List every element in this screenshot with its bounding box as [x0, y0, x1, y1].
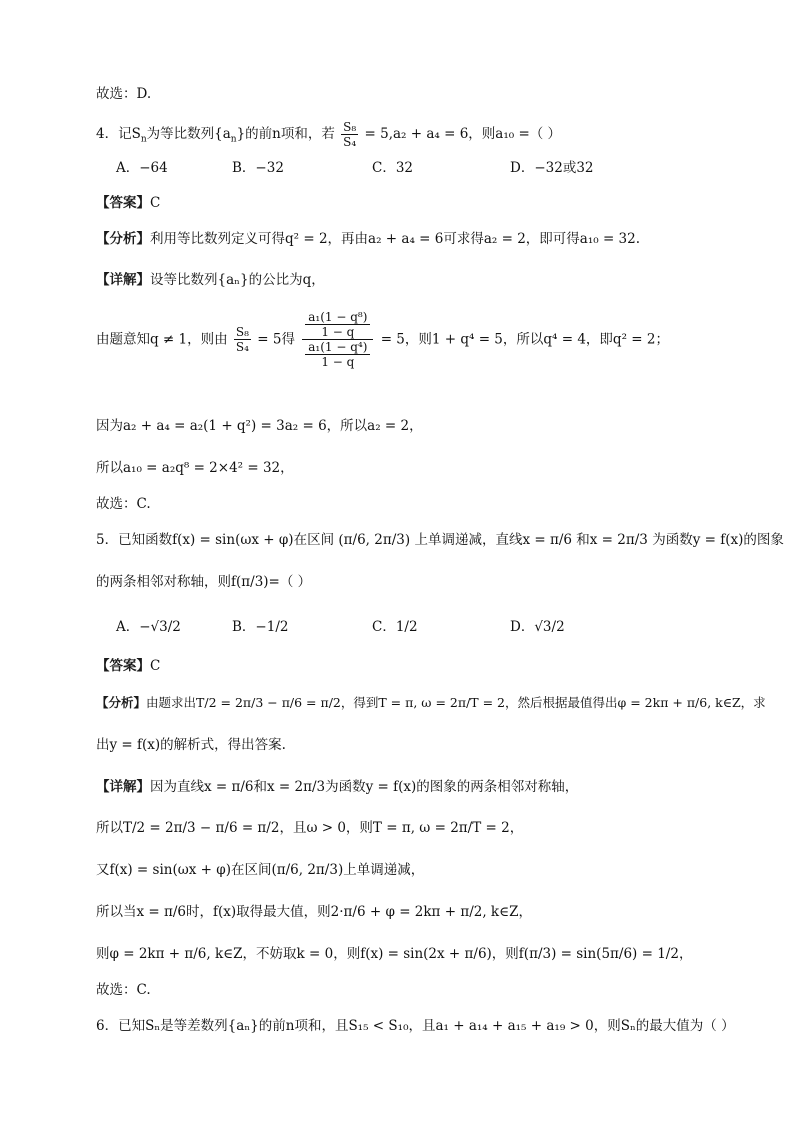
- q5-stem-line-2: 的两条相邻对称轴，则f(π/3)=（ ）: [96, 574, 312, 590]
- q5-option-b: B．−1/2: [232, 619, 289, 635]
- q5-answer-value: C: [150, 658, 161, 674]
- q4-d2-fraction: [234, 325, 251, 354]
- q5-detail-line-5: 则φ = 2kπ + π/6, k∈Z，不妨取k = 0，则f(x) = sin(2x + π/6)，则f(π/3) = sin(5π/6) = 1/2，: [96, 946, 693, 962]
- q5-line2-b: =（ ）: [268, 574, 312, 590]
- q4-top-fraction: [305, 310, 370, 339]
- q5-interval-end: 2π/3: [374, 532, 405, 548]
- q4-d2-b: = 5得: [257, 331, 295, 348]
- q5-interval-start: π/6: [343, 532, 366, 548]
- prev-answer-line: 故选：D.: [96, 86, 152, 102]
- q6-stem: 6．已知Sₙ是等差数列{aₙ}的前n项和，且S₁₅ < S₁₀，且a₁ + a₁₄ + a₁₅ + a₁₉ > 0，则Sₙ的最大值为（ ）: [96, 1018, 735, 1034]
- q4-frac-den: S₄: [343, 135, 357, 149]
- q4-detail: [96, 270, 325, 290]
- q5-analysis: [96, 693, 766, 713]
- q5-stem-b: 上单调递减，直线x =: [414, 532, 546, 548]
- q4-detail-line-2: [96, 310, 669, 369]
- q5-analysis-text-a: 由题求出T/2 = 2π/3 − π/6 = π/2，得到T = π, ω = 2π/T = 2，然后根据最值得出φ = 2kπ + π/6, k∈Z，求: [146, 695, 766, 710]
- q4-stem-b: 为等比数列{a: [146, 126, 231, 142]
- q4-d2-frac-num: S₈: [235, 325, 249, 339]
- q4-fraction: [341, 120, 358, 149]
- q4-answer-value: C: [150, 195, 161, 211]
- q4-analysis: [96, 229, 640, 249]
- q5-detail-line-6: 故选：C.: [96, 982, 151, 998]
- q5-axis-1: π/6: [549, 532, 572, 548]
- q4-option-b: B．−32: [232, 160, 284, 176]
- q4-analysis-tag: 【分析】: [96, 231, 150, 247]
- q4-detail-text: 设等比数列{aₙ}的公比为q，: [150, 272, 325, 288]
- q4-detail-tag: 【详解】: [96, 272, 150, 288]
- q5-detail: [96, 777, 578, 797]
- q5-stem-d: 为函数y = f(x)的图象: [652, 532, 784, 548]
- q5-detail-line-3: 又f(x) = sin(ωx + φ)在区间(π/6, 2π/3)上单调递减，: [96, 862, 425, 878]
- q5-stem-a: 5．已知函数f(x) = sin(ωx + φ)在区间: [96, 532, 335, 548]
- q4-answer-tag: 【答案】: [96, 195, 150, 211]
- q4-compound-fraction: [302, 310, 373, 369]
- q4-answer: [96, 193, 160, 213]
- q5-option-a: A．−√3/2: [116, 619, 181, 635]
- q4-d2-frac-den: S₄: [235, 340, 249, 354]
- q5-detail-line-2: 所以T/2 = 2π/3 − π/6 = π/2，且ω > 0，则T = π, ω = 2π/T = 2，: [96, 820, 524, 836]
- q4-d2-a: 由题意知q ≠ 1，则由: [96, 331, 228, 348]
- q4-stem-d: = 5,a₂ + a₄ = 6，则a₁₀ =（ ）: [364, 126, 562, 142]
- q5-analysis-line-2: 出y = f(x)的解析式，得出答案.: [96, 737, 286, 753]
- q4-top-frac-den: 1 − q: [321, 325, 355, 339]
- q4-top-frac-num: a₁(1 − q⁸): [305, 310, 370, 325]
- q4-detail-line-4: 所以a₁₀ = a₂q⁸ = 2×4² = 32，: [96, 460, 294, 476]
- q5-detail-line-4: 所以当x = π/6时，f(x)取得最大值，则2·π/6 + φ = 2kπ + π/2, k∈Z，: [96, 904, 532, 920]
- q4-option-d: D．−32或32: [510, 160, 594, 176]
- q5-detail-tag: 【详解】: [96, 779, 150, 795]
- q4-stem: 4．记$S_n$为等比数列$\{a_n\}$的前n项和，若 $\frac{\text{S₈}}{\text{S₄}}$ = 5,a₂ + a₄ = 6，则a₁₀ =（ ）: [96, 120, 562, 149]
- q4-analysis-text: 利用等比数列定义可得q² = 2，再由a₂ + a₄ = 6可求得a₂ = 2，即可得a₁₀ = 32.: [150, 231, 641, 247]
- q5-option-c: C．1/2: [372, 619, 418, 635]
- q5-answer-tag: 【答案】: [96, 658, 150, 674]
- q5-axis-2: 2π/3: [617, 532, 648, 548]
- q5-detail-text: 因为直线x = π/6和x = 2π/3为函数y = f(x)的图象的两条相邻对称轴，: [150, 779, 579, 795]
- q4-bottom-frac-den: 1 − q: [321, 355, 355, 369]
- q4-option-a: A．−64: [116, 160, 168, 176]
- q5-line2-a: 的两条相邻对称轴，则f: [96, 574, 236, 590]
- q4-d2-c: = 5，则1 + q⁴ = 5，所以q⁴ = 4，即q² = 2；: [380, 331, 669, 348]
- q4-stem-a: 4．记S: [96, 126, 141, 142]
- q5-stem: 5．已知函数f(x) = sin(ωx + φ)在区间 (π/6, 2π/3) 上单调递减，直线x = π/6 和x = 2π/3 为函数y = f(x)的图象: [96, 532, 784, 549]
- q4-stem-c: }的前n项和，若: [236, 126, 335, 142]
- q4-detail-line-5: 故选：C.: [96, 496, 151, 512]
- q4-detail-line-3: 因为a₂ + a₄ = a₂(1 + q²) = 3a₂ = 6，所以a₂ = 2，: [96, 418, 423, 434]
- q4-frac-num: S₈: [343, 120, 357, 134]
- q4-option-c: C．32: [372, 160, 414, 176]
- q5-answer: [96, 656, 160, 676]
- q5-stem-c: 和x =: [576, 532, 613, 548]
- q4-bottom-fraction: [305, 340, 370, 369]
- q4-bottom-frac-num: a₁(1 − q⁴): [305, 340, 370, 355]
- q5-analysis-tag: 【分析】: [96, 695, 147, 710]
- q5-option-d: D．√3/2: [510, 619, 565, 635]
